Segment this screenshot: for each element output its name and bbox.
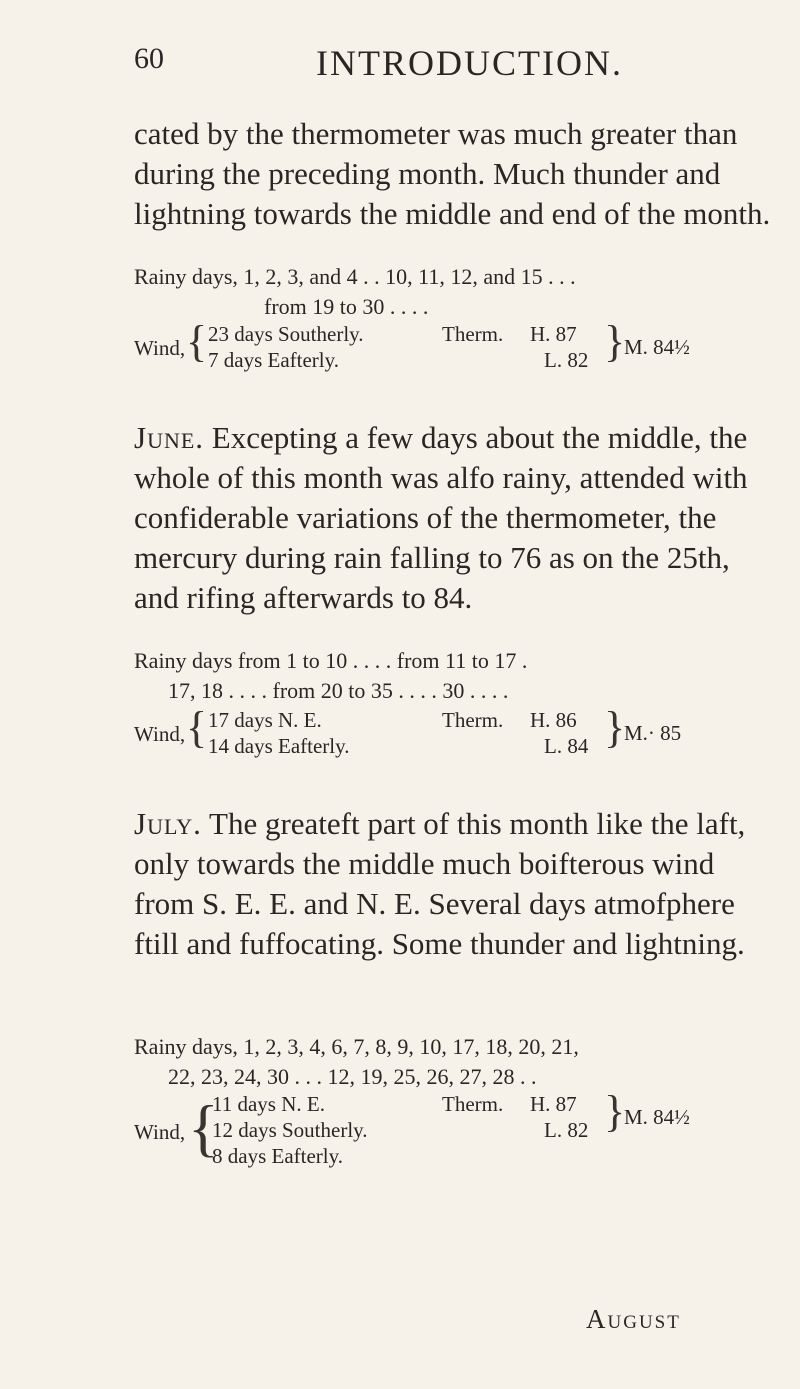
therm-mean: M.· 85 xyxy=(624,721,682,745)
right-brace-icon: } xyxy=(604,703,626,752)
may-rainy-days-line-2: from 19 to 30 . . . . xyxy=(264,294,429,319)
june-wind-table xyxy=(134,703,774,788)
july-heading: July. xyxy=(134,806,202,841)
july-paragraph xyxy=(134,804,774,964)
wind-line: 14 days Eafterly. xyxy=(208,734,350,758)
july-rainy-days-line-1: Rainy days, 1, 2, 3, 4, 6, 7, 8, 9, 10, 17, 18, 20, 21, xyxy=(134,1034,579,1059)
may-paragraph: cated by the thermometer was much greater than during the preceding month. Much thunder and lightning towards the middle and end of the month. xyxy=(134,116,771,231)
therm-high: H. 86 xyxy=(530,708,577,732)
june-paragraph xyxy=(134,418,774,618)
july-text: The greateft part of this month like the laft, only towards the middle much boifterous wind from S. E. E. and N. E. Several days atmofphere ftill and fuffocating. Some thunder and lightning. xyxy=(134,806,746,961)
july-rainy-days-line-2: 22, 23, 24, 30 . . . 12, 19, 25, 26, 27, 28 . . xyxy=(168,1064,537,1089)
june-rainy-days-line-1: Rainy days from 1 to 10 . . . . from 11 to 17 . xyxy=(134,648,528,673)
left-brace-icon: { xyxy=(186,317,208,366)
right-brace-icon: } xyxy=(604,317,626,366)
june-heading: June. xyxy=(134,420,205,455)
wind-line: 17 days N. E. xyxy=(208,708,322,732)
therm-label: Therm. xyxy=(442,1092,504,1116)
therm-mean: M. 84½ xyxy=(624,335,690,359)
right-brace-icon: } xyxy=(604,1087,626,1136)
may-wind-table xyxy=(134,317,774,402)
july-wind-table xyxy=(134,1087,774,1192)
left-brace-icon: { xyxy=(186,703,208,752)
running-title: INTRODUCTION. xyxy=(316,43,623,83)
page-number: 60 xyxy=(134,42,164,75)
catchword: August xyxy=(586,1304,681,1334)
wind-line: 23 days Southerly. xyxy=(208,322,364,346)
therm-mean: M. 84½ xyxy=(624,1105,690,1129)
therm-high: H. 87 xyxy=(530,322,577,346)
wind-label: Wind, xyxy=(134,722,186,746)
wind-line: 11 days N. E. xyxy=(212,1092,325,1116)
wind-line: 12 days Southerly. xyxy=(212,1118,368,1142)
wind-label: Wind, xyxy=(134,1120,186,1144)
june-rainy-days-line-2: 17, 18 . . . . from 20 to 35 . . . . 30 . . . . xyxy=(168,678,509,703)
left-brace-icon: { xyxy=(188,1092,219,1163)
therm-low: L. 82 xyxy=(544,1118,589,1142)
wind-label: Wind, xyxy=(134,336,186,360)
therm-label: Therm. xyxy=(442,322,504,346)
page-header xyxy=(134,42,774,92)
wind-line: 8 days Eafterly. xyxy=(212,1144,344,1168)
may-rainy-days-line-1: Rainy days, 1, 2, 3, and 4 . . 10, 11, 12, and 15 . . . xyxy=(134,264,576,289)
june-text: Excepting a few days about the middle, the whole of this month was alfo rainy, attended with confiderable variations of the thermometer, the mercury during rain falling to 76 as on the 25th, and rifing afterwards to 84. xyxy=(134,420,748,615)
therm-high: H. 87 xyxy=(530,1092,577,1116)
therm-low: L. 82 xyxy=(544,348,589,372)
wind-line: 7 days Eafterly. xyxy=(208,348,340,372)
therm-label: Therm. xyxy=(442,708,504,732)
therm-low: L. 84 xyxy=(544,734,589,758)
